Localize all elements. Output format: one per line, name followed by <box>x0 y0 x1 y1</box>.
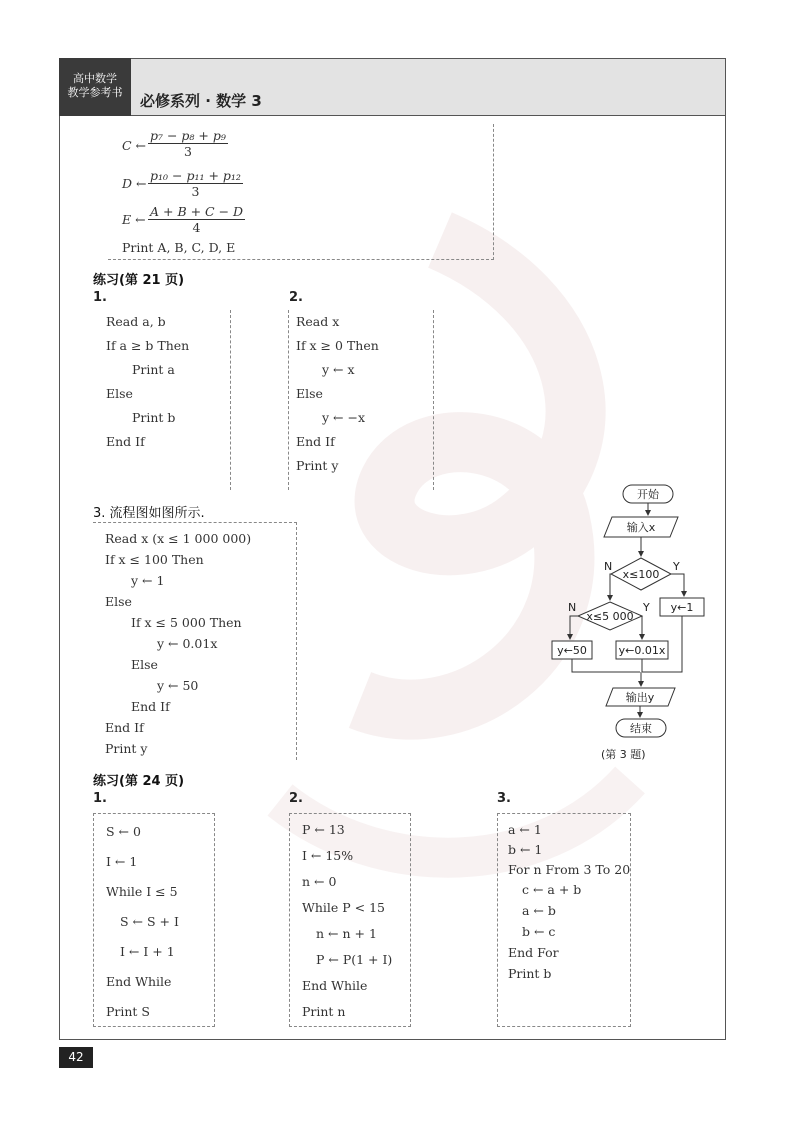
code-line: Read a, b <box>106 314 166 329</box>
p24-q2-code-block <box>289 813 411 1027</box>
code-line: End If <box>131 699 170 714</box>
code-line: End If <box>106 434 145 449</box>
section-title-p21: 练习(第 21 页) <box>93 273 185 288</box>
flowchart-caption: (第 3 题) <box>601 748 646 761</box>
code-line: While I ≤ 5 <box>106 884 178 899</box>
code-line: Read x <box>296 314 340 329</box>
decision-2-text: x≤5 000 <box>586 610 634 623</box>
q1-code-block <box>93 310 231 490</box>
code-line: Else <box>296 386 323 401</box>
code-line: I ← I + 1 <box>120 944 175 959</box>
code-line: If x ≤ 5 000 Then <box>131 615 242 630</box>
code-line: Read x (x ≤ 1 000 000) <box>105 531 252 546</box>
code-line: If a ≥ b Then <box>106 338 190 353</box>
input-text: 输入x <box>626 521 656 534</box>
code-line: If x ≤ 100 Then <box>105 552 204 567</box>
code-line: P ← P(1 + I) <box>316 952 393 967</box>
y-eq-1-text: y←1 <box>670 601 694 614</box>
code-line: n ← n + 1 <box>316 926 377 941</box>
decision-2-yes: Y <box>643 601 650 614</box>
d-numerator: p₁₀ − p₁₁ + p₁₂ <box>150 168 241 183</box>
code-line: While P < 15 <box>302 900 386 915</box>
print-line: Print A, B, C, D, E <box>122 240 236 255</box>
y-eq-50-text: y←50 <box>557 644 587 657</box>
e-fraction <box>148 204 245 235</box>
section-title-p24: 练习(第 24 页) <box>93 774 185 789</box>
e-label: E ← <box>122 212 146 227</box>
code-line: I ← 1 <box>106 854 138 869</box>
code-line: y ← −x <box>322 410 366 425</box>
decision-1-text: x≤100 <box>622 568 660 581</box>
code-line: Else <box>105 594 132 609</box>
p24-q1-code-block <box>93 813 215 1027</box>
q2-number: 2. <box>289 290 303 305</box>
code-line: P ← 13 <box>302 822 345 837</box>
c-label: C ← <box>122 138 147 153</box>
c-fraction <box>148 128 228 159</box>
code-line: a ← 1 <box>508 822 542 837</box>
code-line: n ← 0 <box>302 874 337 889</box>
code-line: y ← 1 <box>131 573 165 588</box>
start-text: 开始 <box>637 488 659 501</box>
p24-q3-code-block <box>497 813 631 1027</box>
code-line: S ← S + I <box>120 914 179 929</box>
code-line: End While <box>302 978 368 993</box>
d-denominator: 3 <box>191 184 200 199</box>
e-numerator: A + B + C − D <box>150 204 244 219</box>
q3-title <box>93 502 205 521</box>
c-numerator: p₇ − p₈ + p₉ <box>150 128 226 143</box>
code-line: End For <box>508 945 559 960</box>
e-denominator: 4 <box>192 220 201 235</box>
code-line: y ← 50 <box>157 678 199 693</box>
code-line: Print n <box>302 1004 346 1019</box>
code-line: Print S <box>106 1004 150 1019</box>
q1-number: 1. <box>93 290 107 305</box>
code-line: b ← c <box>522 924 556 939</box>
p24-q3-number: 3. <box>497 791 511 806</box>
code-line: End If <box>296 434 335 449</box>
code-line: Print y <box>296 458 339 473</box>
decision-1-no: N <box>604 560 613 573</box>
d-fraction <box>148 168 243 199</box>
q2-code-block <box>288 310 434 490</box>
code-line: End If <box>105 720 144 735</box>
end-text: 结束 <box>630 722 652 735</box>
code-line: For n From 3 To 20 <box>508 862 631 877</box>
code-line: a ← b <box>522 903 556 918</box>
code-line: b ← 1 <box>508 842 543 857</box>
code-line: End While <box>106 974 172 989</box>
q3-code-block <box>93 522 297 760</box>
top-code-block <box>108 124 494 260</box>
output-text: 输出y <box>625 691 655 704</box>
code-line: Else <box>131 657 158 672</box>
code-line: I ← 15% <box>302 848 354 863</box>
code-line: y ← 0.01x <box>157 636 218 651</box>
code-line: Print b <box>508 966 552 981</box>
code-line: If x ≥ 0 Then <box>296 338 379 353</box>
code-line: Else <box>106 386 133 401</box>
code-line: y ← x <box>322 362 355 377</box>
decision-2-no: N <box>568 601 577 614</box>
book-title: 必修系列 · 数学 3 <box>140 92 262 110</box>
q3-title-text: 3. 流程图如图所示. <box>93 506 205 521</box>
code-line: Print y <box>105 741 148 756</box>
code-line: S ← 0 <box>106 824 141 839</box>
code-line: Print b <box>132 410 176 425</box>
code-line: c ← a + b <box>522 882 582 897</box>
code-line: Print a <box>132 362 175 377</box>
c-denominator: 3 <box>183 144 192 159</box>
p24-q1-number: 1. <box>93 791 107 806</box>
page-number: 42 <box>59 1047 93 1068</box>
y-eq-001x-text: y←0.01x <box>618 644 666 657</box>
series-line-1: 高中数学 <box>73 72 117 85</box>
series-badge <box>59 58 131 116</box>
p24-q2-number: 2. <box>289 791 303 806</box>
decision-1-yes: Y <box>673 560 680 573</box>
flowchart <box>540 480 720 745</box>
d-label: D ← <box>122 176 147 191</box>
series-line-2: 教学参考书 <box>67 86 123 99</box>
